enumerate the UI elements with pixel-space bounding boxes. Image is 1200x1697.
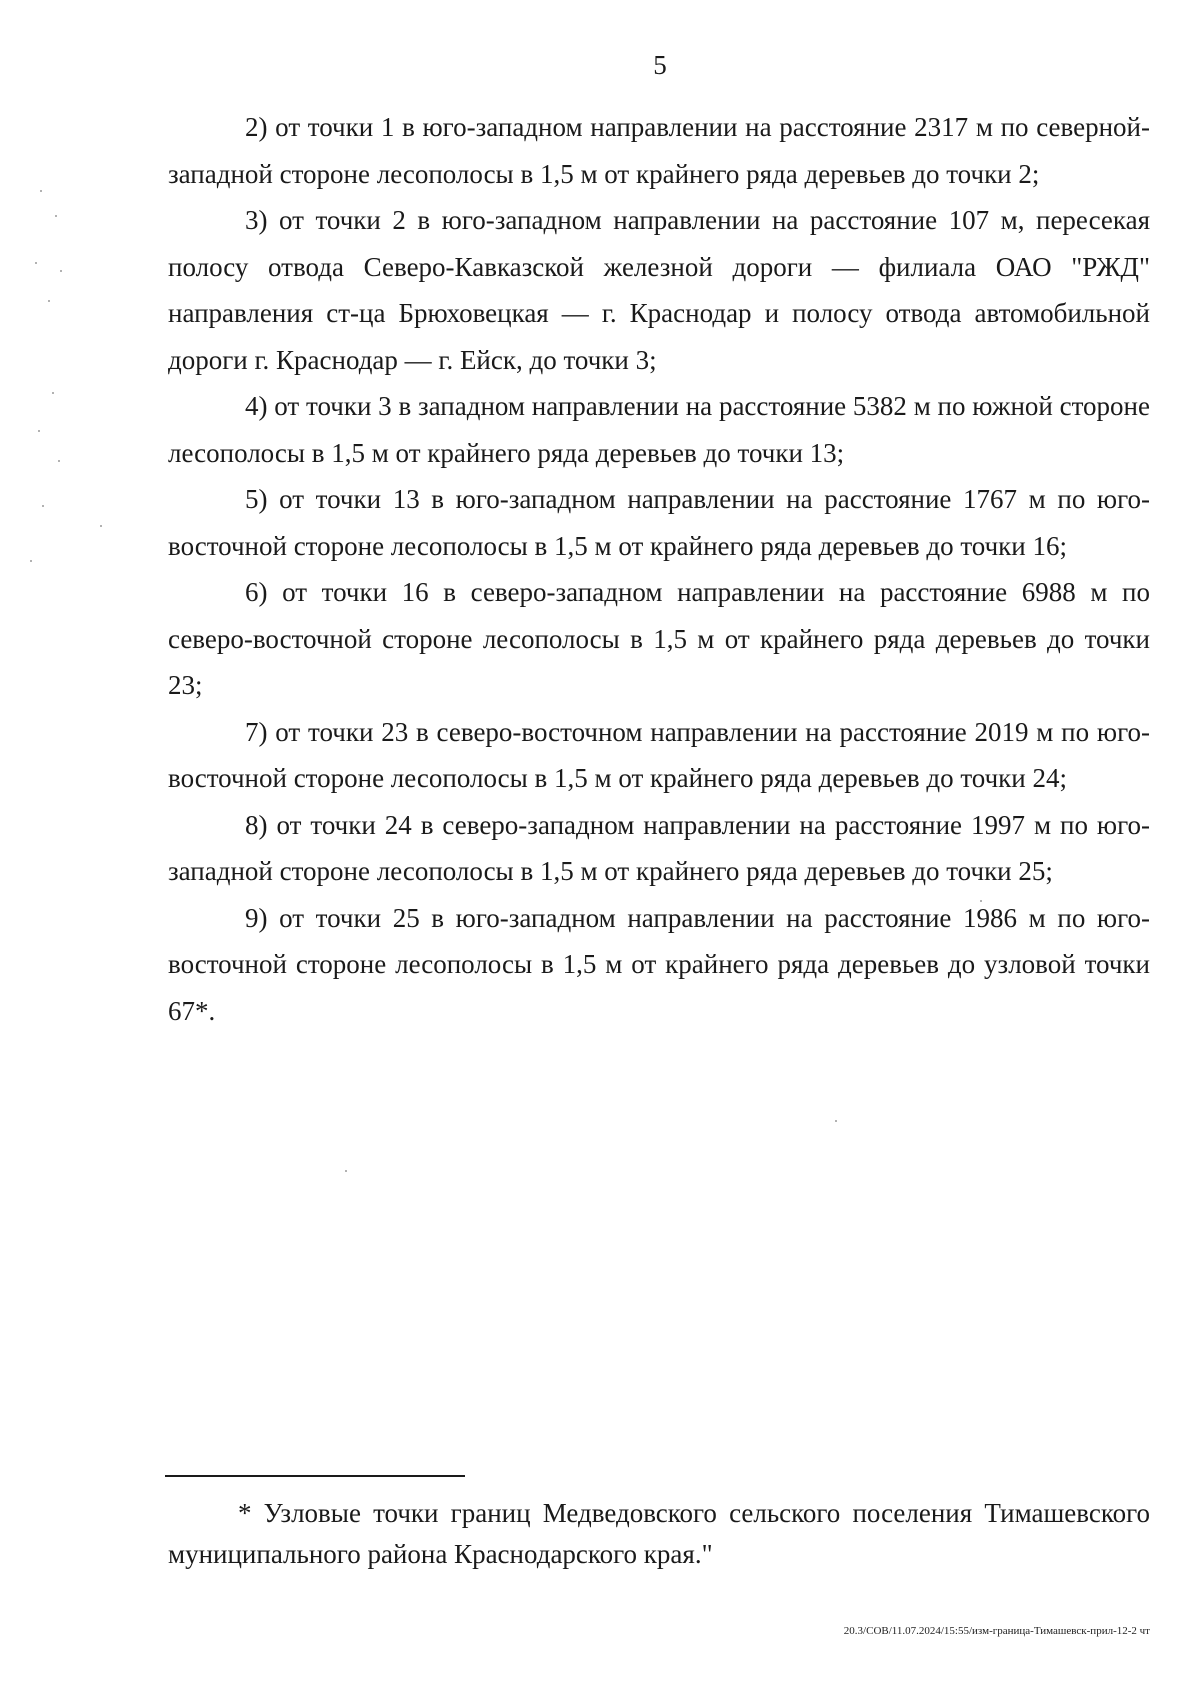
paragraph-item-3: 3) от точки 2 в юго-западном направлении на расстояние 107 м, пересекая полосу отвода Северо-Кавказской железной дороги — филиала ОАО "РЖД" направления ст-ца Брюховецкая — г. Краснодар и полосу отвода автомобильной дороги г. Краснодар — г. Ейск, до точки 3; [168,205,1150,375]
footnote-divider [165,1475,465,1477]
footnote: * Узловые точки границ Медведовского сельского поселения Тимашевского муниципального района Краснодарского края." [168,1498,1150,1569]
paragraph-item-7: 7) от точки 23 в северо-восточном направлении на расстояние 2019 м по юго-восточной стороне лесополосы в 1,5 м от крайнего ряда деревьев до точки 24; [168,716,1150,793]
paragraph-item-5: 5) от точки 13 в юго-западном направлении на расстояние 1767 м по юго-восточной стороне лесополосы в 1,5 м от крайнего ряда деревьев до точки 16; [168,484,1150,561]
paragraph-item-4: 4) от точки 3 в западном направлении на расстояние 5382 м по южной стороне лесополосы в 1,5 м от крайнего ряда деревьев до точки 13; [168,391,1150,468]
paragraph-item-6: 6) от точки 16 в северо-западном направлении на расстояние 6988 м по северо-восточной стороне лесополосы в 1,5 м от крайнего ряда деревьев до точки 23; [168,577,1150,700]
paragraph-item-9: 9) от точки 25 в юго-западном направлении на расстояние 1986 м по юго-восточной стороне лесополосы в 1,5 м от крайнего ряда деревьев до узловой точки 67*. [168,902,1150,1026]
document-body [168,104,1150,1034]
document-code: 20.3/СОВ/11.07.2024/15:55/изм-граница-Тимашевск-прил-12-2 чт [843,1625,1150,1637]
paragraph-item-8: 8) от точки 24 в северо-западном направлении на расстояние 1997 м по юго-западной стороне лесополосы в 1,5 м от крайнего ряда деревьев до точки 25; [168,809,1150,886]
page-number: 5 [653,50,667,80]
paragraph-item-2: 2) от точки 1 в юго-западном направлении на расстояние 2317 м по северной-западной стороне лесополосы в 1,5 м от крайнего ряда деревьев до точки 2; [168,112,1150,189]
